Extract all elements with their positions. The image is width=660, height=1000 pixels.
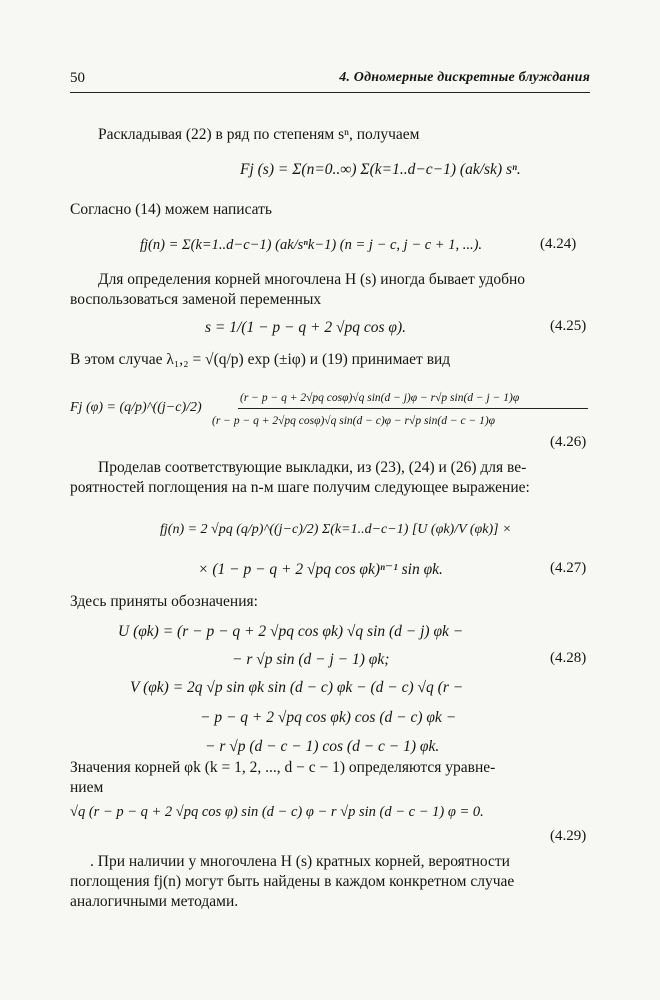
equation-4-28-line3: V (φk) = 2q √p sin φk sin (d − c) φk − (d − c) √q (r − (130, 679, 464, 696)
paragraph-notation: Здесь приняты обозначения: (70, 593, 258, 610)
paragraph-according: Согласно (14) можем написать (70, 201, 272, 218)
equation-4-26-denominator: (r − p − q + 2√pq cosφ)√q sin(d − c)φ − r√p sin(d − c − 1)φ (212, 415, 496, 427)
paragraph-values-line2: нием (70, 779, 104, 796)
paragraph-multiple-roots-line2: поглощения fj(n) могут быть найдены в каждом конкретном случае (70, 873, 515, 890)
equation-4-28-line2: − r √p sin (d − j − 1) φk; (232, 651, 390, 668)
running-title: 4. Одномерные дискретные блуждания (339, 70, 590, 85)
page-header (70, 70, 590, 92)
equation-number-4-28: (4.28) (550, 650, 587, 666)
equation-number-4-25: (4.25) (550, 318, 587, 334)
paragraph-roots-line2: воспользоваться заменой переменных (70, 291, 322, 308)
equation-4-29: √q (r − p − q + 2 √pq cos φ) sin (d − c) φ − r √p sin (d − c − 1) φ = 0. (70, 804, 484, 820)
paragraph-derivation-line2: роятностей поглощения на n-м шаге получим следующее выражение: (70, 479, 530, 496)
paragraph-multiple-roots-line1: . При наличии у многочлена H (s) кратных корней, вероятности (90, 853, 510, 870)
equation-number-4-24: (4.24) (540, 236, 577, 252)
equation-4-28-line1: U (φk) = (r − p − q + 2 √pq cos φk) √q sin (d − j) φk − (118, 623, 464, 640)
equation-number-4-27: (4.27) (550, 560, 587, 576)
paragraph-values-line1: Значения корней φk (k = 1, 2, ..., d − c − 1) определяются уравне- (70, 759, 496, 776)
equation-4-28-line5: − r √p (d − c − 1) cos (d − c − 1) φk. (205, 738, 440, 755)
equation-number-4-26: (4.26) (550, 434, 587, 450)
header-rule (70, 92, 590, 93)
paragraph-in-this-case: В этом случае λ₁,₂ = √(q/p) exp (±iφ) и (19) принимает вид (70, 351, 451, 368)
paragraph-multiple-roots-line3: аналогичными методами. (70, 893, 239, 910)
equation-4-25: s = 1/(1 − p − q + 2 √pq cos φ). (205, 319, 406, 336)
paragraph-roots-line1: Для определения корней многочлена H (s) иногда бывает удобно (98, 271, 526, 288)
fraction-bar (238, 408, 588, 409)
equation-4-27-line1: fj(n) = 2 √pq (q/p)^((j−c)/2) Σ(k=1..d−c−1) [U (φk)/V (φk)] × (160, 522, 512, 537)
equation-4-27-line2: × (1 − p − q + 2 √pq cos φk)ⁿ⁻¹ sin φk. (198, 561, 443, 578)
paragraph-derivation-line1: Проделав соответствующие выкладки, из (23), (24) и (26) для ве- (98, 459, 527, 476)
equation-4-24: fj(n) = Σ(k=1..d−c−1) (ak/sⁿk−1) (n = j − c, j − c + 1, ...). (140, 237, 483, 253)
equation-4-26-numerator: (r − p − q + 2√pq cosφ)√q sin(d − j)φ − r√p sin(d − j − 1)φ (240, 392, 520, 404)
paragraph-expansion: Раскладывая (22) в ряд по степеням sⁿ, получаем (98, 126, 420, 143)
equation-4-28-line4: − p − q + 2 √pq cos φk) cos (d − c) φk − (200, 709, 457, 726)
equation-number-4-29: (4.29) (550, 828, 587, 844)
equation-series: Fj (s) = Σ(n=0..∞) Σ(k=1..d−c−1) (ak/sk) sⁿ. (240, 161, 521, 178)
page-number: 50 (70, 70, 85, 86)
equation-4-26-lhs: Fj (φ) = (q/p)^((j−c)/2) (70, 400, 202, 415)
